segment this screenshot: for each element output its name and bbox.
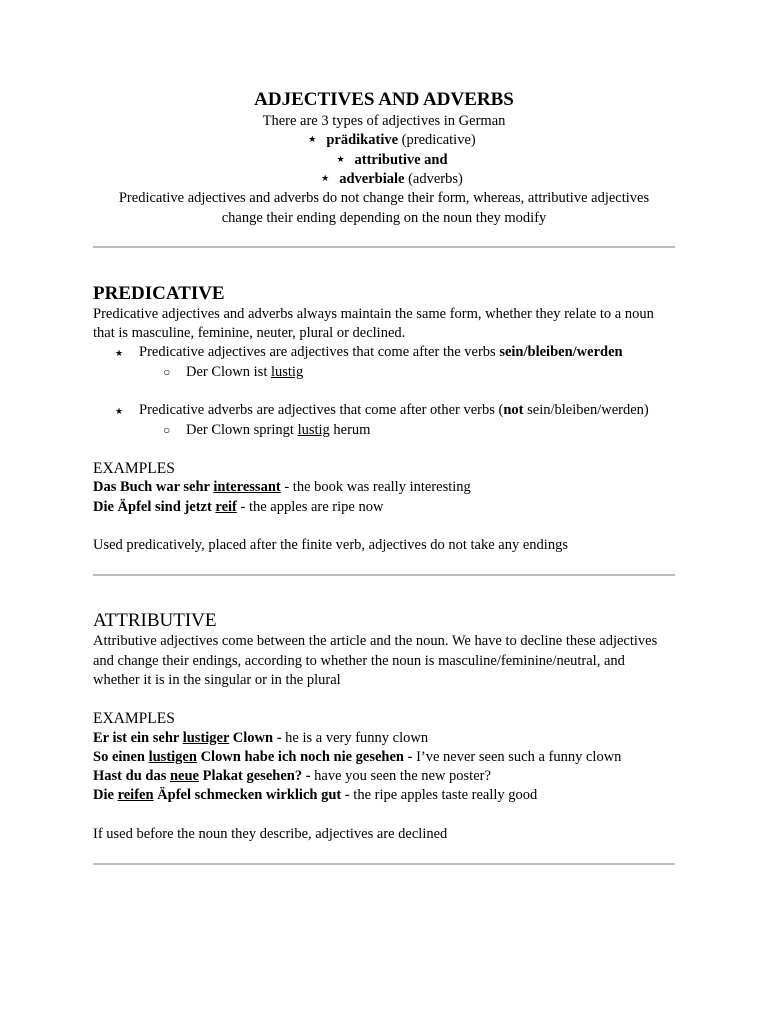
predicative-note: Used predicatively, placed after the finite verb, adjectives do not take any endings <box>93 537 568 554</box>
star-icon: ★ <box>115 348 124 359</box>
predicative-example-line: Die Äpfel sind jetzt reif - the apples are ripe now <box>93 498 384 515</box>
attributive-example-line: Die reifen Äpfel schmecken wirklich gut - the ripe apples taste really good <box>93 787 538 804</box>
predicative-example-adjective: ○ Der Clown ist lustig <box>93 363 675 382</box>
circle-bullet-icon: ○ <box>163 364 171 379</box>
attributive-intro: Attributive adjectives come between the article and the noun. We have to decline these adjectives and change their endings, according to whether the noun is masculine/feminine/neutral, and whether it is in the singular or in the plural <box>93 633 658 688</box>
predicative-intro: Predicative adjectives and adverbs always maintain the same form, whether they relate to a noun that is masculine, feminine, neuter, plural or declined. <box>93 305 654 342</box>
type-item-adverbiale: ★ adverbiale (adverbs) <box>321 170 463 187</box>
document-subtitle: There are 3 types of adjectives in German <box>262 113 506 129</box>
attributive-example-line: Er ist ein sehr lustiger Clown - he is a very funny clown <box>93 729 429 746</box>
circle-bullet-icon: ○ <box>163 422 171 437</box>
predicative-bullet-adverbs: ★ Predicative adverbs are adjectives that come after other verbs (not sein/bleiben/werden) <box>93 401 675 420</box>
type-item-attributive: ★ attributive and <box>336 151 448 168</box>
attributive-example-line: So einen lustigen Clown habe ich noch nie gesehen - I’ve never seen such a funny clown <box>93 748 622 765</box>
section-divider <box>93 863 675 865</box>
star-icon: ★ <box>336 153 345 164</box>
type-item-predicative: ★ prädikative (predicative) <box>308 132 476 149</box>
predicative-bullet-adjectives: ★ Predicative adjectives are adjectives that come after the verbs sein/bleiben/werden <box>93 343 675 362</box>
star-icon: ★ <box>308 134 317 145</box>
attributive-note: If used before the noun they describe, adjectives are declined <box>93 826 448 843</box>
predicative-example-line: Das Buch war sehr interessant - the book was really interesting <box>93 479 471 496</box>
attributive-examples-title: EXAMPLES <box>93 710 175 728</box>
predicative-example-adverb: ○ Der Clown springt lustig herum <box>93 421 675 440</box>
star-icon: ★ <box>321 172 330 183</box>
section-title-attributive: ATTRIBUTIVE <box>93 610 217 632</box>
attributive-example-line: Hast du das neue Plakat gesehen? - have you seen the new poster? <box>93 768 491 785</box>
predicative-examples-title: EXAMPLES <box>93 459 175 477</box>
document-title: ADJECTIVES AND ADVERBS <box>254 89 514 110</box>
section-title-predicative: PREDICATIVE <box>93 282 225 304</box>
star-icon: ★ <box>115 406 124 417</box>
document-summary: Predicative adjectives and adverbs do not change their form, whereas, attributive adjectives change their ending depending on the noun they modify <box>118 190 650 226</box>
document-page <box>93 88 675 865</box>
